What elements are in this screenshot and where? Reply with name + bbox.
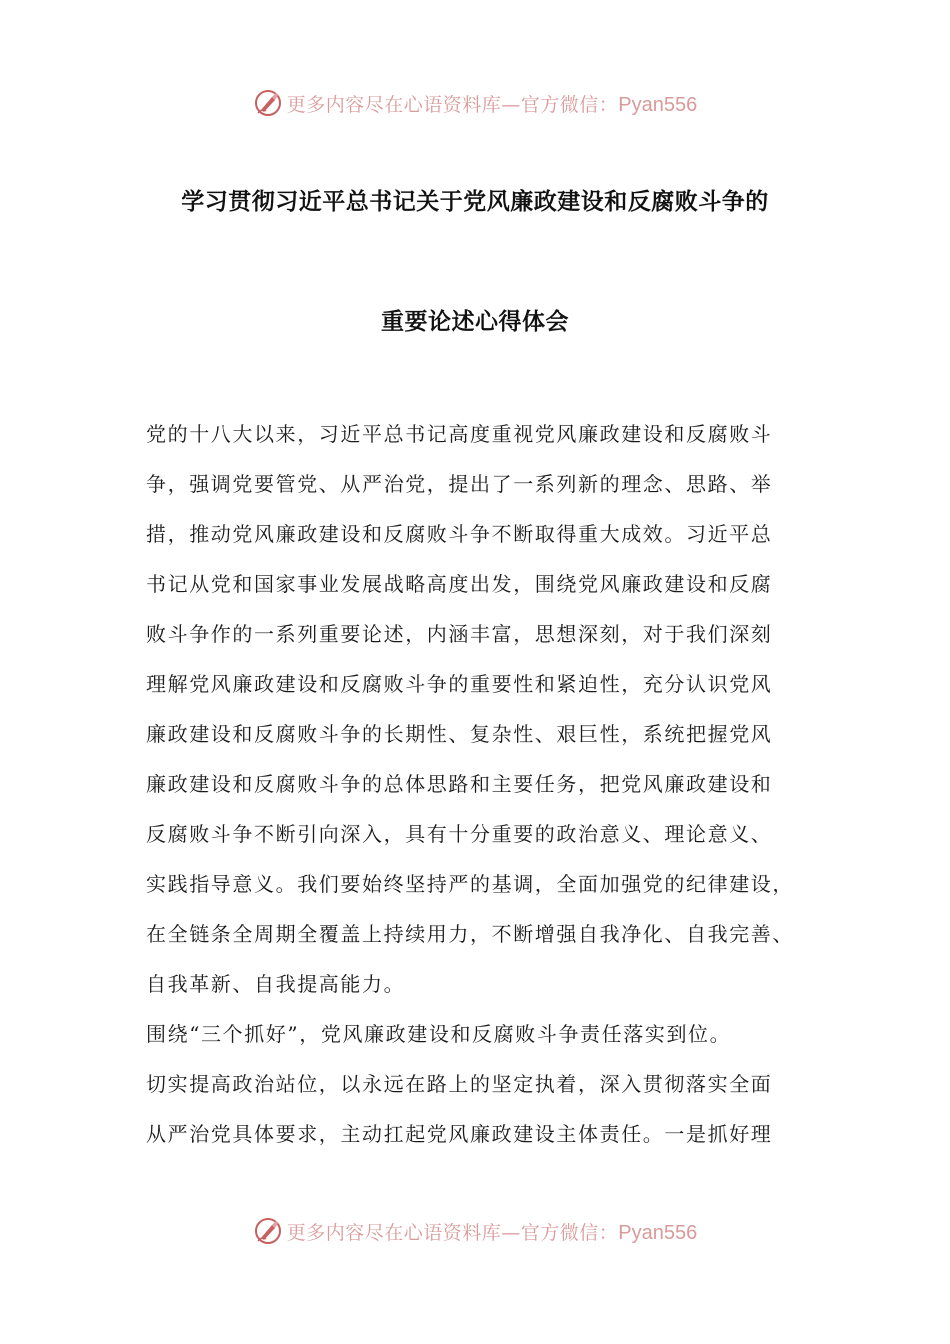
watermark-wechat-id: Pyan556 (618, 93, 698, 116)
body-line: 围绕“三个抓好”，党风廉政建设和反腐败斗争责任落实到位。 (146, 1022, 732, 1046)
body-line: 自我革新、自我提高能力。 (146, 972, 406, 996)
watermark-cn: 更多内容尽在心语资料库—官方微信： (286, 93, 619, 116)
pen-nib-logo-icon (253, 1216, 283, 1246)
body-line: 廉政建设和反腐败斗争的总体思路和主要任务，把党风廉政建设和 (146, 772, 773, 796)
watermark-text (287, 90, 697, 117)
document-title-line-1: 学习贯彻习近平总书记关于党风廉政建设和反腐败斗争的 (181, 189, 769, 215)
body-line: 廉政建设和反腐败斗争的长期性、复杂性、艰巨性，系统把握党风 (146, 722, 773, 746)
body-line: 反腐败斗争不断引向深入，具有十分重要的政治意义、理论意义、 (146, 822, 773, 846)
body-line: 理解党风廉政建设和反腐败斗争的重要性和紧迫性，充分认识党风 (146, 672, 773, 696)
header-watermark (0, 83, 950, 123)
body-line: 争，强调党要管党、从严治党，提出了一系列新的理念、思路、举 (146, 472, 773, 496)
body-line: 切实提高政治站位，以永远在路上的坚定执着，深入贯彻落实全面 (146, 1072, 773, 1096)
body-line: 措，推动党风廉政建设和反腐败斗争不断取得重大成效。习近平总 (146, 522, 773, 546)
body-line: 党的十八大以来，习近平总书记高度重视党风廉政建设和反腐败斗 (146, 422, 773, 446)
footer-watermark (0, 1211, 950, 1251)
body-line: 从严治党具体要求，主动扛起党风廉政建设主体责任。一是抓好理 (146, 1122, 773, 1146)
watermark-cn: 更多内容尽在心语资料库—官方微信： (286, 1221, 619, 1244)
body-line: 书记从党和国家事业发展战略高度出发，围绕党风廉政建设和反腐 (146, 572, 773, 596)
document-title-line-2: 重要论述心得体会 (381, 309, 569, 335)
watermark-text (287, 1218, 697, 1245)
watermark-wechat-id: Pyan556 (618, 1221, 698, 1244)
body-text (146, 409, 826, 1159)
body-line: 在全链条全周期全覆盖上持续用力，不断增强自我净化、自我完善、 (146, 922, 794, 946)
body-line: 败斗争作的一系列重要论述，内涵丰富，思想深刻，对于我们深刻 (146, 622, 773, 646)
pen-nib-logo-icon (253, 88, 283, 118)
body-line: 实践指导意义。我们要始终坚持严的基调，全面加强党的纪律建设， (146, 872, 794, 896)
